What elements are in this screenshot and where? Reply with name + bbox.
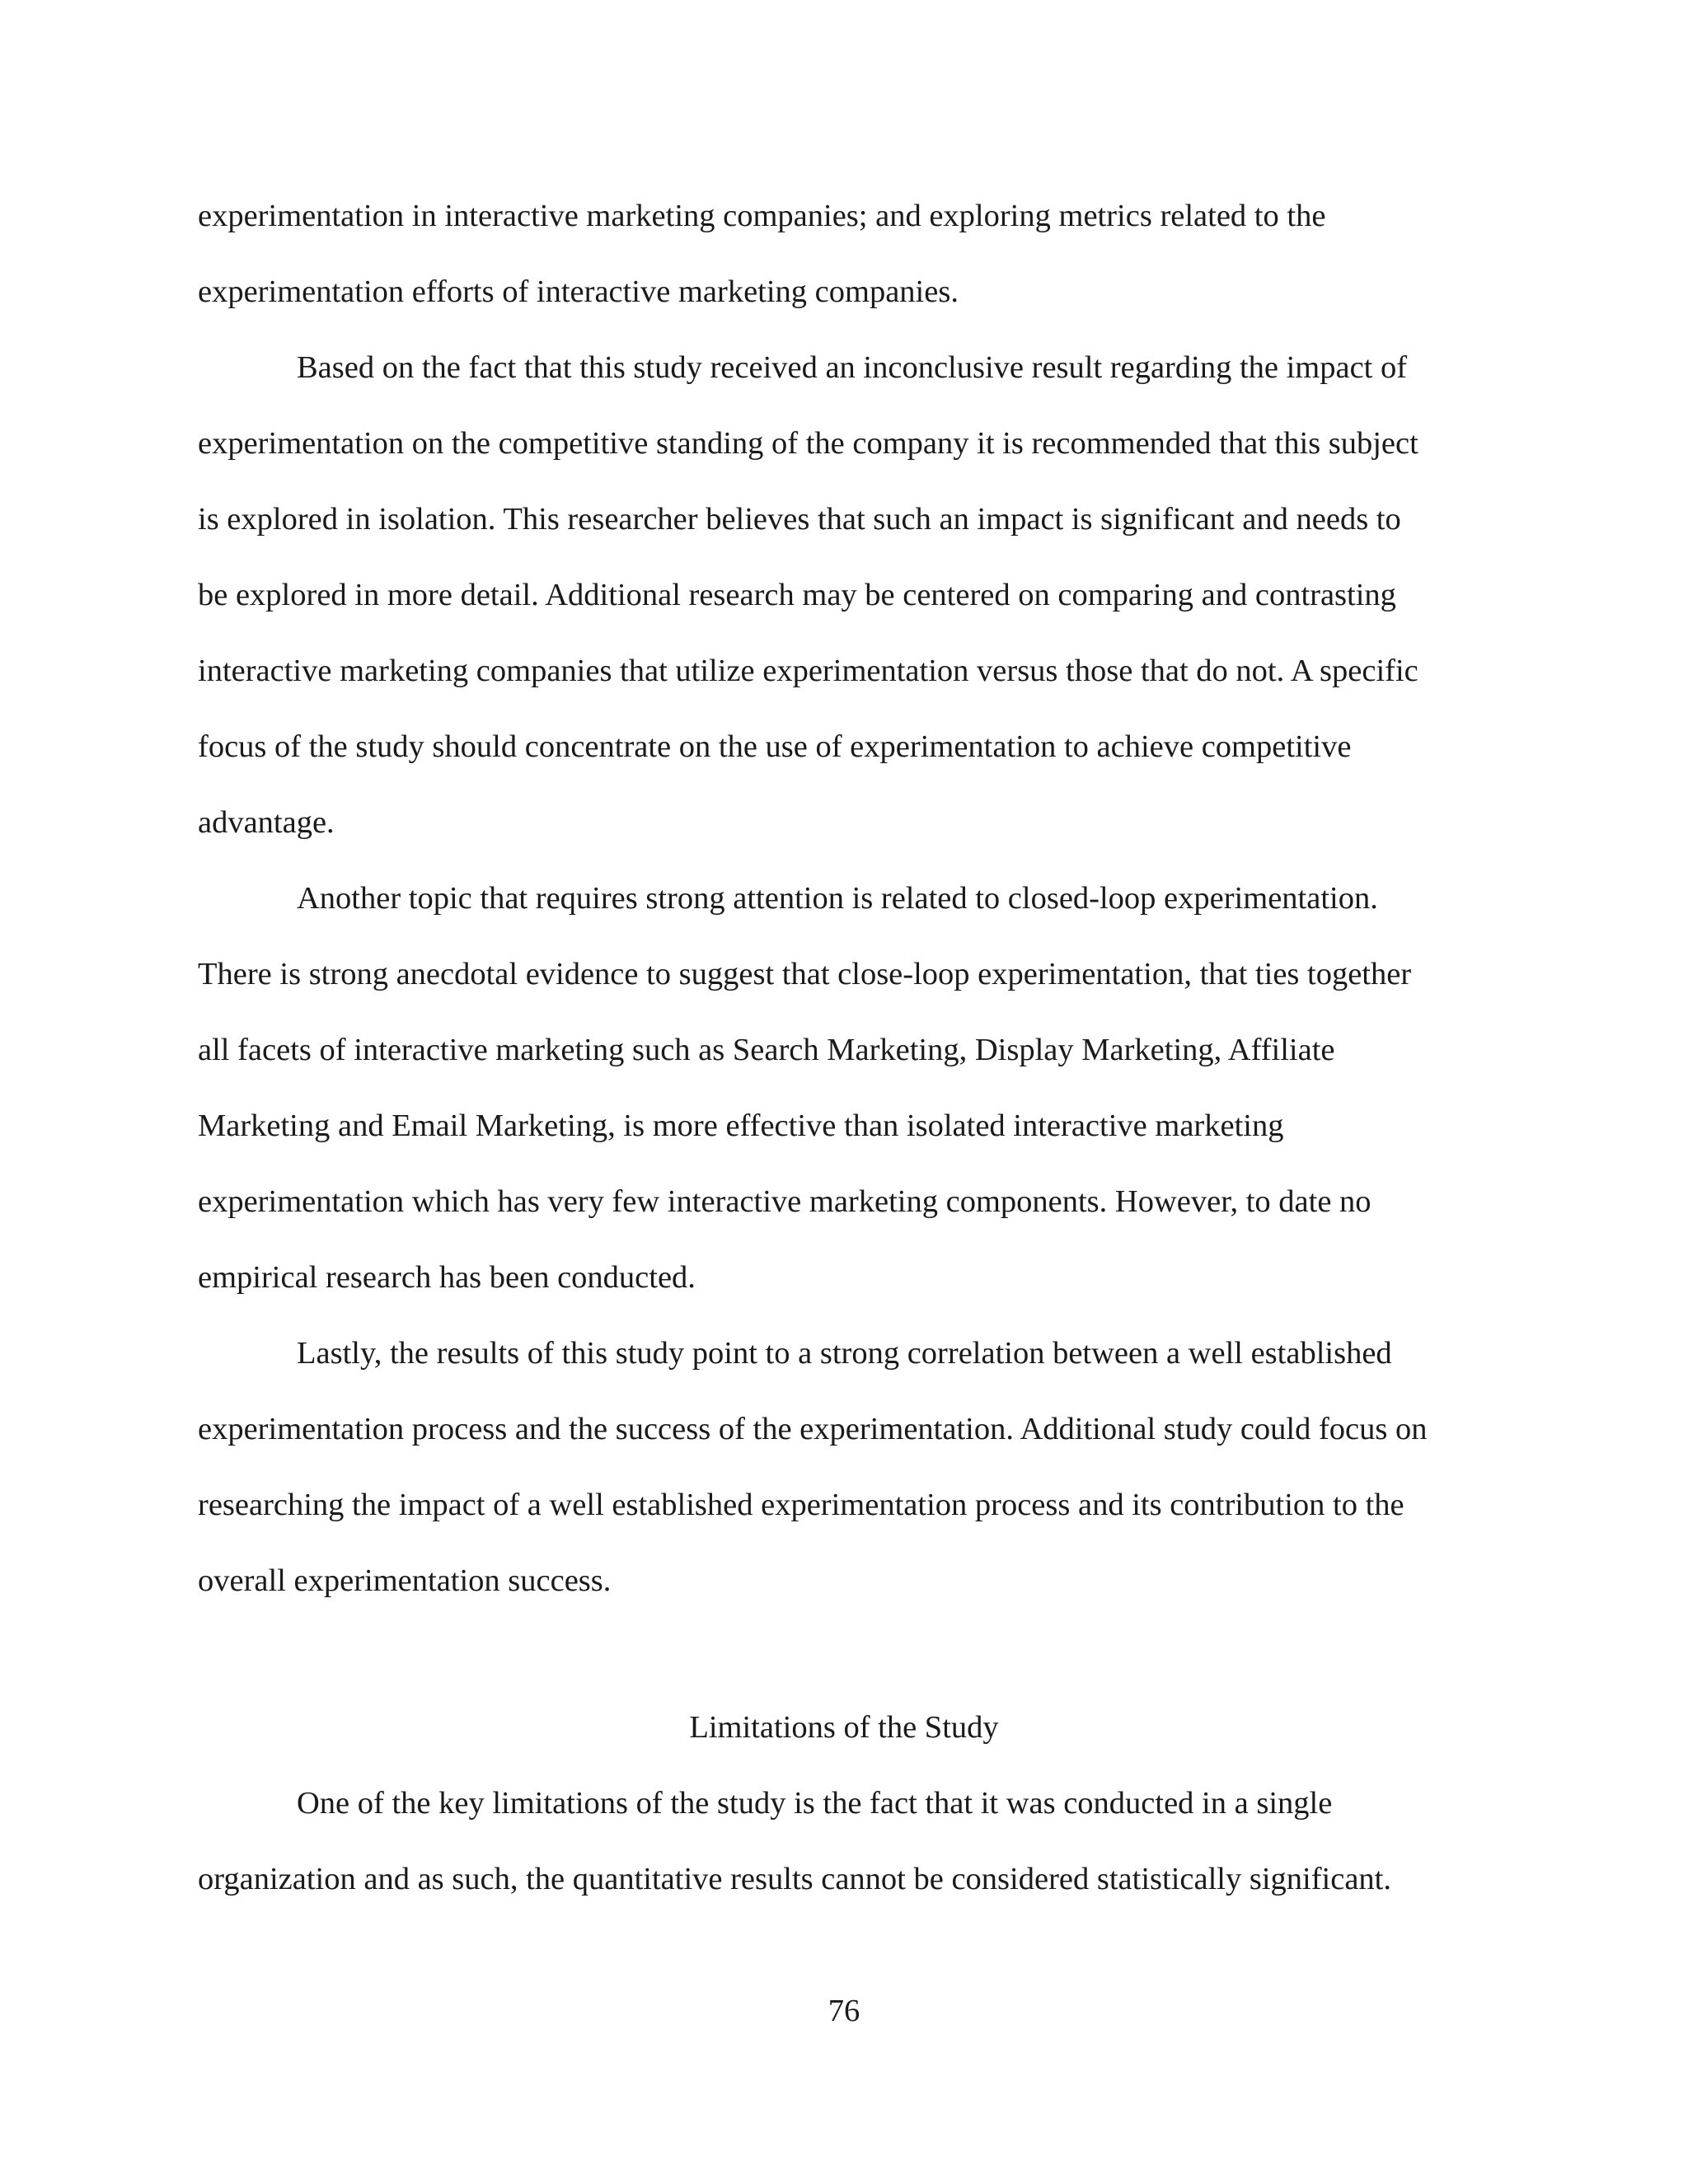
page-number: 76 [828, 1994, 860, 2028]
text-line: Based on the fact that this study received an inconclusive result regarding the impact of [297, 350, 1408, 385]
section-heading: Limitations of the Study [689, 1710, 999, 1745]
paragraph-closed-loop [198, 860, 1492, 1315]
text-line: experimentation which has very few interactive marketing components. However, to date no [198, 1184, 1372, 1219]
text-line: all facets of interactive marketing such as Search Marketing, Display Marketing, Affiliate [198, 1033, 1335, 1067]
body-text-limitations [198, 1765, 1492, 1917]
text-line: be explored in more detail. Additional research may be centered on comparing and contrasting [198, 578, 1396, 612]
text-line: experimentation in interactive marketing companies; and exploring metrics related to the [198, 199, 1326, 233]
text-line: advantage. [198, 805, 335, 840]
text-line: Lastly, the results of this study point to a strong correlation between a well established [297, 1336, 1392, 1371]
text-line: is explored in isolation. This researcher believes that such an impact is significant and needs to [198, 502, 1401, 537]
text-line: experimentation efforts of interactive marketing companies. [198, 274, 959, 309]
text-line: There is strong anecdotal evidence to suggest that close-loop experimentation, that ties together [198, 957, 1412, 991]
text-line: focus of the study should concentrate on the use of experimentation to achieve competitive [198, 729, 1352, 764]
text-line: One of the key limitations of the study is the fact that it was conducted in a single [297, 1786, 1333, 1821]
text-line: interactive marketing companies that utilize experimentation versus those that do not. A specific [198, 654, 1418, 688]
text-line: organization and as such, the quantitative results cannot be considered statistically significant. [198, 1862, 1391, 1896]
body-text-top [198, 178, 1492, 1619]
text-line: Another topic that requires strong attention is related to closed-loop experimentation. [297, 881, 1378, 916]
text-line: empirical research has been conducted. [198, 1260, 696, 1295]
paragraph-limitations [198, 1765, 1492, 1917]
text-line: overall experimentation success. [198, 1563, 612, 1598]
paragraph-continued [198, 178, 1492, 330]
text-line: experimentation on the competitive standing of the company it is recommended that this subject [198, 426, 1418, 461]
paragraph-inconclusive-result [198, 330, 1492, 860]
text-line: researching the impact of a well established experimentation process and its contribution to the [198, 1488, 1404, 1522]
text-line: Marketing and Email Marketing, is more effective than isolated interactive marketing [198, 1108, 1284, 1143]
text-line: experimentation process and the success of the experimentation. Additional study could focus on [198, 1412, 1428, 1446]
paragraph-lastly [198, 1315, 1492, 1619]
